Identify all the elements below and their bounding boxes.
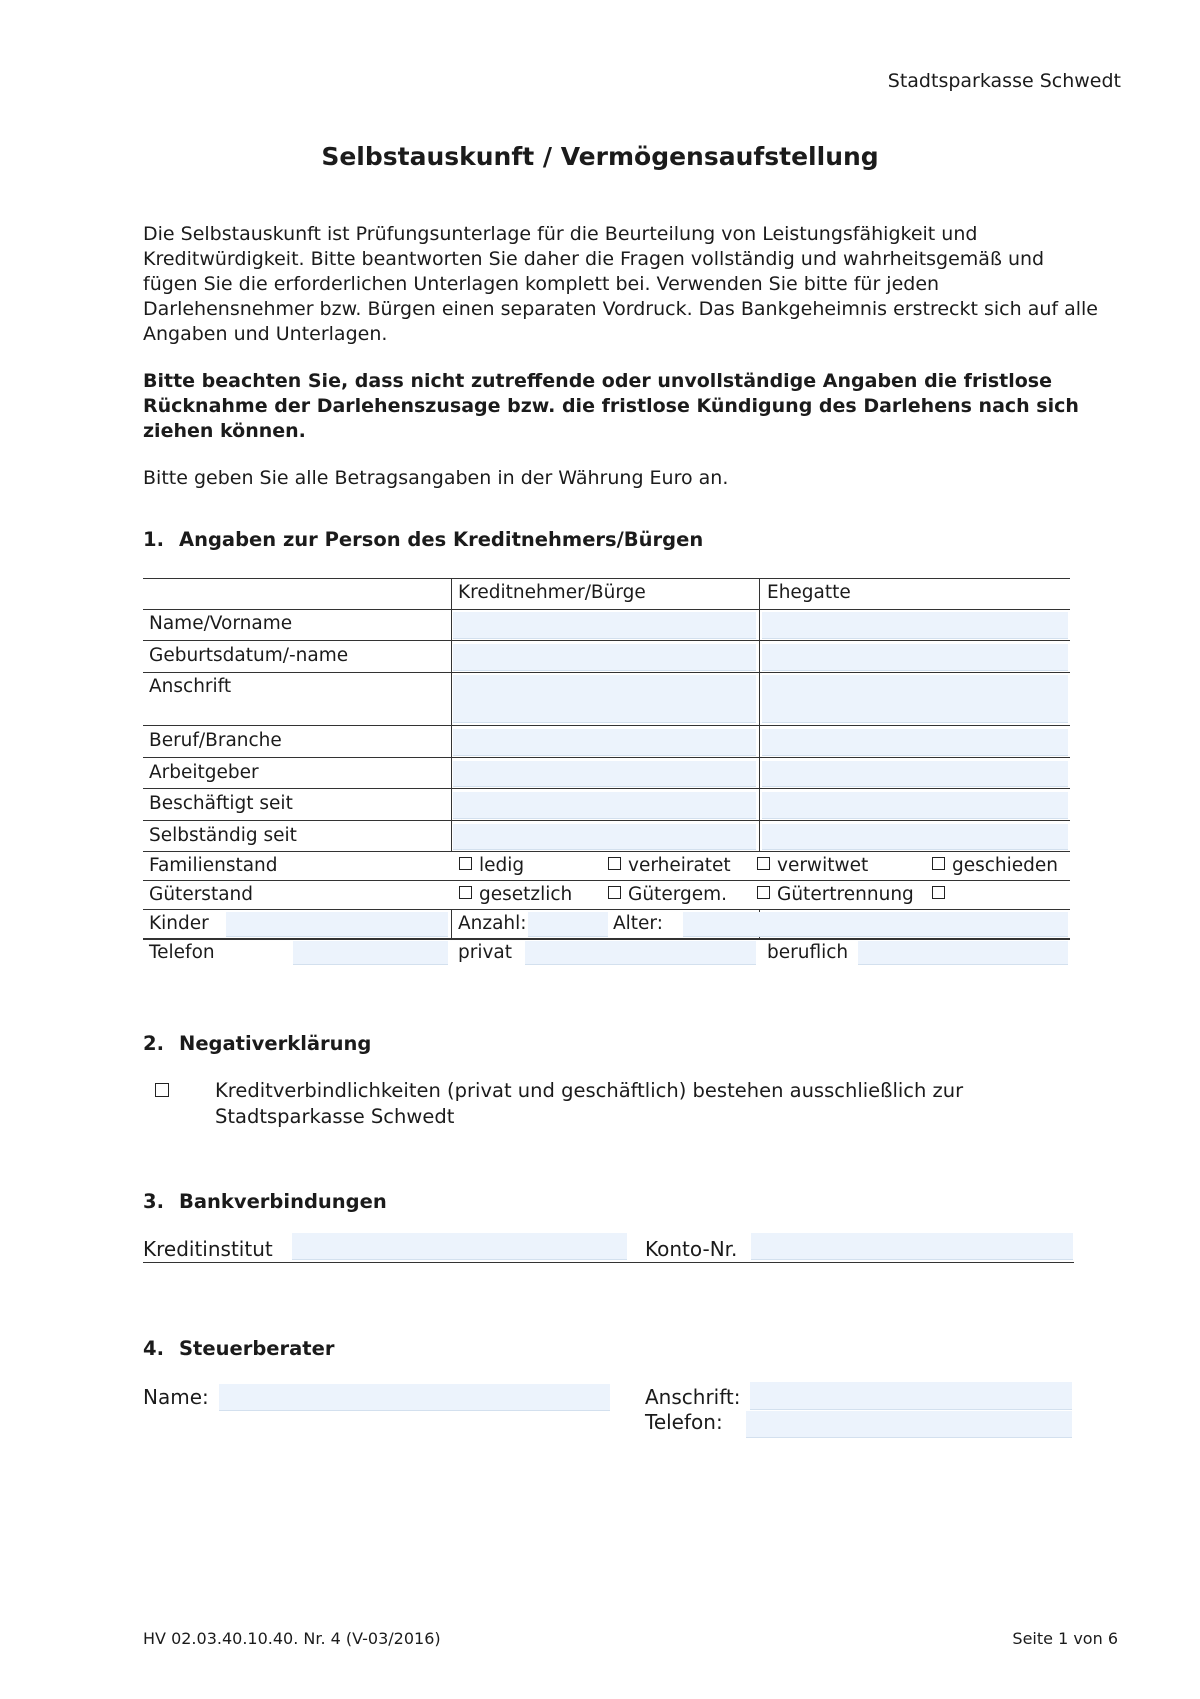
checkbox-icon	[932, 886, 945, 899]
advisor-address-label: Anschrift:	[645, 1385, 741, 1409]
institute-input[interactable]	[292, 1233, 627, 1260]
row-label-phone: Telefon	[149, 942, 215, 963]
spouse-employed-since-input[interactable]	[762, 792, 1068, 819]
section-1-heading: 1. Angaben zur Person des Kreditnehmers/Bürgen	[143, 528, 704, 551]
advisor-name-label: Name:	[143, 1385, 209, 1409]
row-label-address: Anschrift	[149, 676, 232, 697]
spouse-employer-input[interactable]	[762, 761, 1068, 787]
table-divider	[451, 909, 452, 938]
table-line	[143, 788, 1070, 789]
children-age-input[interactable]	[683, 912, 1068, 937]
table-line	[143, 672, 1070, 673]
negative-declaration-text: Kreditverbindlichkeiten (privat und geschäftlich) bestehen ausschließlich zur Stadtsparkasse Schwedt	[215, 1079, 964, 1128]
row-label-employed-since: Beschäftigt seit	[149, 793, 293, 814]
borrower-self-employed-since-input[interactable]	[453, 824, 756, 850]
person-details-table	[143, 578, 1070, 974]
checkbox-icon	[757, 886, 770, 899]
table-line	[143, 757, 1070, 758]
phone-private-label: privat	[458, 942, 513, 963]
table-divider	[451, 578, 452, 851]
borrower-occupation-input[interactable]	[453, 729, 756, 756]
phone-business-label: beruflich	[767, 942, 849, 963]
bank-name-header: Stadtsparkasse Schwedt	[887, 70, 1121, 92]
row-label-marital-status: Familienstand	[149, 855, 278, 876]
property-option-separation[interactable]: Gütertrennung	[757, 884, 914, 905]
table-line	[143, 609, 1070, 610]
table-line	[143, 880, 1070, 881]
borrower-employer-input[interactable]	[453, 761, 756, 787]
children-input[interactable]	[226, 912, 448, 937]
section-3-heading: 3. Bankverbindungen	[143, 1190, 387, 1213]
column-header-spouse: Ehegatte	[767, 582, 851, 603]
table-line	[143, 640, 1070, 641]
advisor-name-input[interactable]	[219, 1384, 610, 1411]
property-option-community[interactable]: Gütergem.	[608, 884, 727, 905]
spouse-self-employed-since-input[interactable]	[762, 824, 1068, 850]
negative-declaration-checkbox[interactable]	[155, 1083, 169, 1097]
advisor-address-input[interactable]	[750, 1382, 1072, 1410]
table-line	[143, 578, 1070, 579]
table-line	[143, 909, 1070, 910]
phone-private-input[interactable]	[525, 941, 756, 965]
checkbox-icon	[608, 857, 621, 870]
checkbox-icon	[608, 886, 621, 899]
advisor-phone-input[interactable]	[746, 1411, 1072, 1438]
row-label-self-employed-since: Selbständig seit	[149, 825, 297, 846]
borrower-address-input[interactable]	[453, 675, 756, 723]
table-line	[143, 725, 1070, 726]
checkbox-icon	[932, 857, 945, 870]
phone-input[interactable]	[293, 941, 448, 965]
intro-paragraph: Die Selbstauskunft ist Prüfungsunterlage für die Beurteilung von Leistungsfähigkeit und Kreditwürdigkeit. Bitte beantworten Sie daher die Fragen vollständig und wahrheitsgemäß und fügen Sie die erforderlichen Unterlagen komplett bei. Verwenden Sie bitte für jeden Darlehensnehmer bzw. Bürgen einen separaten Vordruck. Das Bankgeheimnis erstreckt sich auf alle Angaben und Unterlagen.	[143, 223, 1099, 345]
marital-option-single[interactable]: ledig	[459, 855, 524, 876]
spouse-address-input[interactable]	[762, 675, 1068, 723]
spouse-name-input[interactable]	[762, 612, 1068, 639]
account-input[interactable]	[751, 1233, 1073, 1260]
row-label-name: Name/Vorname	[149, 613, 293, 634]
marital-option-married[interactable]: verheiratet	[608, 855, 731, 876]
row-label-occupation: Beruf/Branche	[149, 730, 282, 751]
row-label-children: Kinder	[149, 913, 209, 934]
page-title: Selbstauskunft / Vermögensaufstellung	[321, 142, 879, 171]
page-number: Seite 1 von 6	[1012, 1629, 1118, 1648]
table-divider	[759, 578, 760, 851]
checkbox-icon	[757, 857, 770, 870]
children-age-label: Alter:	[613, 913, 663, 934]
section-2-heading: 2. Negativerklärung	[143, 1032, 372, 1055]
account-label: Konto-Nr.	[645, 1237, 738, 1261]
checkbox-icon	[459, 886, 472, 899]
table-line	[143, 820, 1070, 821]
column-header-borrower: Kreditnehmer/Bürge	[458, 582, 646, 603]
row-label-birth: Geburtsdatum/-name	[149, 645, 349, 666]
currency-note: Bitte geben Sie alle Betragsangaben in der Währung Euro an.	[143, 467, 729, 489]
marital-option-divorced[interactable]: geschieden	[932, 855, 1058, 876]
spouse-occupation-input[interactable]	[762, 729, 1068, 756]
phone-business-input[interactable]	[858, 941, 1068, 965]
institute-label: Kreditinstitut	[143, 1237, 273, 1261]
row-label-employer: Arbeitgeber	[149, 762, 259, 783]
children-count-input[interactable]	[528, 912, 608, 937]
row-label-property-regime: Güterstand	[149, 884, 253, 905]
children-count-label: Anzahl:	[458, 913, 527, 934]
bank-underline	[143, 1262, 1074, 1263]
advisor-phone-label: Telefon:	[645, 1410, 723, 1434]
marital-option-widowed[interactable]: verwitwet	[757, 855, 868, 876]
table-line	[143, 851, 1070, 852]
section-4-heading: 4. Steuerberater	[143, 1337, 335, 1360]
form-id: HV 02.03.40.10.40. Nr. 4 (V-03/2016)	[143, 1629, 441, 1648]
spouse-birth-input[interactable]	[762, 644, 1068, 671]
borrower-name-input[interactable]	[453, 612, 756, 639]
checkbox-icon	[459, 857, 472, 870]
warning-paragraph: Bitte beachten Sie, dass nicht zutreffende oder unvollständige Angaben die fristlose Rücknahme der Darlehenszusage bzw. die fristlose Kündigung des Darlehens nach sich ziehen können.	[143, 370, 1079, 442]
property-option-statutory[interactable]: gesetzlich	[459, 884, 572, 905]
property-option-other[interactable]	[932, 884, 952, 905]
table-line	[143, 938, 1070, 940]
borrower-birth-input[interactable]	[453, 644, 756, 671]
borrower-employed-since-input[interactable]	[453, 792, 756, 819]
